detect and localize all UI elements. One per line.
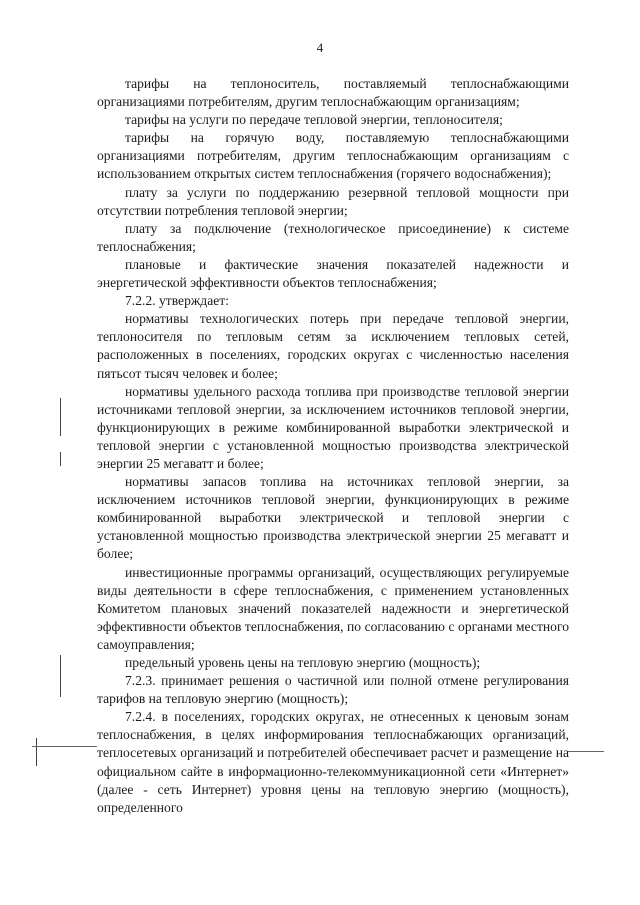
- paragraph: плату за услуги по поддержанию резервной тепловой мощности при отсутствии потребления тепловой энергии;: [97, 184, 569, 218]
- paragraph: тарифы на теплоноситель, поставляемый теплоснабжающими организациями потребителям, другим теплоснабжающим организациям;: [97, 76, 569, 110]
- paragraph: нормативы удельного расхода топлива при производстве тепловой энергии источниками тепловой энергии, за исключением источников тепловой энергии, функционирующих в режиме комбинированной выработки электрической и тепловой энергии с установленной мощностью производства электрической энергии 25 мегаватт и более;: [97, 383, 569, 471]
- paragraph: инвестиционные программы организаций, осуществляющих регулируемые виды деятельности в сфере теплоснабжения, с применением установленных Комитетом плановых значений показателей надежности и энергетической эффективности объектов теплоснабжения, по согласованию с органами местного самоуправления;: [97, 564, 569, 652]
- scan-strikethrough-line: [568, 751, 604, 752]
- paragraph: тарифы на горячую воду, поставляемую теплоснабжающими организациями потребителям, другим теплоснабжающим организациям с использованием открытых систем теплоснабжения (горячего водоснабжения);: [97, 130, 569, 182]
- paragraph: нормативы технологических потерь при передаче тепловой энергии, теплоносителя по тепловым сетям за исключением тепловых сетей, расположенных в поселениях, городских округах с численностью населения пятьсот тысяч человек и более;: [97, 311, 569, 381]
- paragraph: тарифы на услуги по передаче тепловой энергии, теплоносителя;: [125, 112, 503, 128]
- page-number: 4: [316, 40, 324, 55]
- document-body: [97, 75, 569, 817]
- margin-scan-mark: [60, 398, 61, 436]
- margin-scan-mark: [60, 655, 61, 697]
- section-heading: 7.2.2. утверждает:: [125, 293, 229, 309]
- margin-scan-mark: [36, 738, 37, 766]
- margin-scan-mark: [60, 452, 61, 466]
- paragraph: предельный уровень цены на тепловую энергию (мощность);: [125, 655, 481, 670]
- paragraph: 7.2.3. принимает решения о частичной или полной отмене регулирования тарифов на тепловую энергию (мощность);: [97, 673, 569, 707]
- paragraph: нормативы запасов топлива на источниках тепловой энергии, за исключением источников тепловой энергии, функционирующих в режиме комбинированной выработки электрической и тепловой энергии с установленной мощностью производства электрической энергии 25 мегаватт и более;: [97, 474, 569, 562]
- paragraph: плату за подключение (технологическое присоединение) к системе теплоснабжения;: [97, 220, 569, 254]
- paragraph: плановые и фактические значения показателей надежности и энергетической эффективности объектов теплоснабжения;: [97, 256, 569, 291]
- scan-strikethrough-line: [32, 746, 97, 747]
- paragraph: 7.2.4. в поселениях, городских округах, не отнесенных к ценовым зонам теплоснабжения, в целях информирования теплоснабжающих организаций, теплосетевых организаций и потребителей обеспечивает расчет и размещение на официальном сайте в информационно-телекоммуникационной сети «Интернет» (далее - сеть Интернет) уровня цены на тепловую энергию (мощность), определенного: [97, 709, 569, 815]
